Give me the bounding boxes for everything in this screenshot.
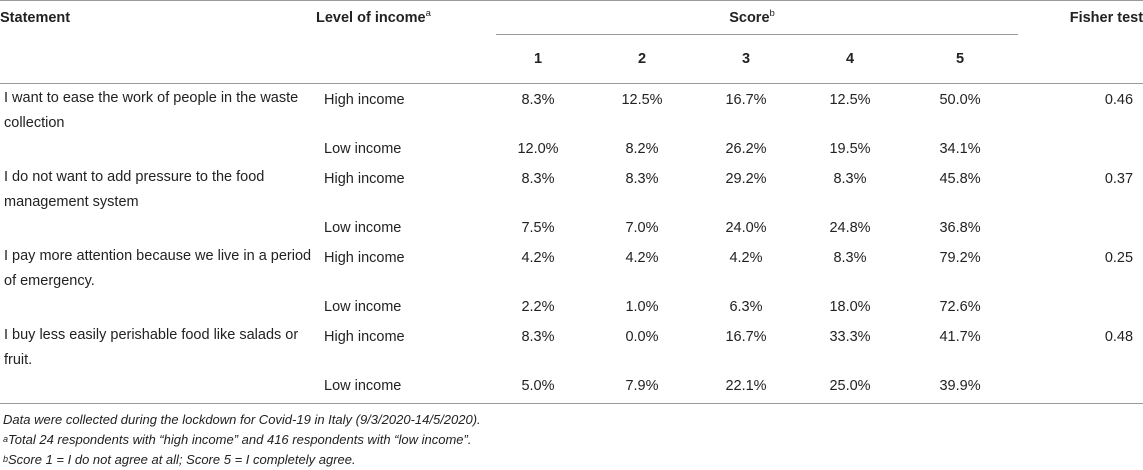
score-value-cell: 8.2% xyxy=(625,141,659,157)
fisher-value-cell: 0.48 xyxy=(1104,329,1134,345)
header-score: Score$^b$ xyxy=(486,1,1018,36)
score-value-cell: 12.5% xyxy=(829,92,871,108)
score-value-cell: 7.0% xyxy=(625,220,659,236)
score-value-cell: 25.0% xyxy=(798,375,902,404)
score-value-cell: 26.2% xyxy=(725,141,767,157)
header-income: Level of income$^a$ xyxy=(316,1,486,84)
score-value-cell: 6.3% xyxy=(729,299,763,315)
income-level-cell: Low income xyxy=(324,299,402,315)
footnote-b xyxy=(3,450,1143,470)
score-value-cell: 36.8% xyxy=(939,220,981,236)
fisher-value-cell: 0.37 xyxy=(1104,171,1134,187)
header-score-sup: b xyxy=(769,8,775,19)
footnote-a-marker: a xyxy=(3,434,9,444)
score-value-cell: 22.1% xyxy=(694,375,798,404)
table-row xyxy=(0,242,1143,296)
score-value-cell: 12.0% xyxy=(517,141,559,157)
statement-cell: I want to ease the work of people in the waste collection xyxy=(4,90,299,131)
table-body xyxy=(0,84,1143,404)
score-value-cell: 19.5% xyxy=(829,141,871,157)
score-value-cell: 34.1% xyxy=(939,141,981,157)
income-level-cell: High income xyxy=(324,329,405,345)
fisher-value-cell: 0.46 xyxy=(1104,92,1134,108)
score-value-cell: 72.6% xyxy=(939,299,981,315)
table-row xyxy=(0,163,1143,217)
score-value-cell: 29.2% xyxy=(725,171,767,187)
fisher-value-cell: 0.25 xyxy=(1104,250,1134,266)
footnote-a-text: Total 24 respondents with “high income” and 416 respondents with “low income”. xyxy=(8,432,472,447)
score-value-cell: 50.0% xyxy=(939,92,981,108)
table-row xyxy=(0,84,1143,139)
table-header xyxy=(0,1,1143,84)
fisher-empty-cell xyxy=(1018,375,1143,404)
score-value-cell: 39.9% xyxy=(902,375,1018,404)
footnote-b-text: Score 1 = I do not agree at all; Score 5 = I completely agree. xyxy=(8,452,356,467)
header-income-sup: a xyxy=(425,8,431,19)
score-value-cell: 18.0% xyxy=(829,299,871,315)
statement-cell: I pay more attention because we live in a period of emergency. xyxy=(4,248,312,289)
score-value-cell: 0.0% xyxy=(625,329,659,345)
fisher-empty-cell xyxy=(1018,138,1143,163)
footnote-b-marker: b xyxy=(3,454,9,464)
score-value-cell: 8.3% xyxy=(521,329,555,345)
header-fisher: Fisher test xyxy=(1018,1,1143,84)
footnote-data-collection: Data were collected during the lockdown for Covid-19 in Italy (9/3/2020-14/5/2020). xyxy=(3,412,481,427)
score-value-cell: 24.0% xyxy=(725,220,767,236)
score-value-cell: 8.3% xyxy=(521,92,555,108)
score-value-cell: 4.2% xyxy=(521,250,555,266)
score-value-cell: 7.9% xyxy=(590,375,694,404)
statement-cell: I buy less easily perishable food like salads or fruit. xyxy=(0,321,316,404)
income-level-cell: High income xyxy=(324,250,405,266)
score-value-cell: 4.2% xyxy=(729,250,763,266)
score-value-cell: 4.2% xyxy=(625,250,659,266)
score-value-cell: 1.0% xyxy=(625,299,659,315)
score-value-cell: 16.7% xyxy=(725,92,767,108)
header-score-3: 3 xyxy=(694,35,798,84)
score-value-cell: 8.3% xyxy=(833,250,867,266)
table-footnotes xyxy=(0,410,1143,470)
score-value-cell: 5.0% xyxy=(486,375,590,404)
header-score-5: 5 xyxy=(902,35,1018,84)
header-score-2: 2 xyxy=(590,35,694,84)
income-level-cell: High income xyxy=(324,171,405,187)
statement-cell: I do not want to add pressure to the food management system xyxy=(4,169,265,210)
score-value-cell: 33.3% xyxy=(829,329,871,345)
income-level-cell: Low income xyxy=(324,141,402,157)
header-score-4: 4 xyxy=(798,35,902,84)
score-value-cell: 16.7% xyxy=(725,329,767,345)
score-value-cell: 8.3% xyxy=(625,171,659,187)
fisher-empty-cell xyxy=(1018,217,1143,242)
score-value-cell: 7.5% xyxy=(521,220,555,236)
header-score-1: 1 xyxy=(486,35,590,84)
score-underline xyxy=(496,34,1018,35)
score-value-cell: 24.8% xyxy=(829,220,871,236)
score-value-cell: 12.5% xyxy=(621,92,663,108)
income-level-cell: High income xyxy=(324,92,405,108)
footnote-a xyxy=(3,430,1143,450)
income-level-cell: Low income xyxy=(316,375,486,404)
score-value-cell: 2.2% xyxy=(521,299,555,315)
score-value-cell: 8.3% xyxy=(833,171,867,187)
score-value-cell: 79.2% xyxy=(939,250,981,266)
score-value-cell: 8.3% xyxy=(521,171,555,187)
score-value-cell: 41.7% xyxy=(939,329,981,345)
table-row xyxy=(0,321,1143,375)
fisher-empty-cell xyxy=(1018,296,1143,321)
header-statement: Statement xyxy=(0,1,316,84)
income-level-cell: Low income xyxy=(324,220,402,236)
score-value-cell: 45.8% xyxy=(939,171,981,187)
